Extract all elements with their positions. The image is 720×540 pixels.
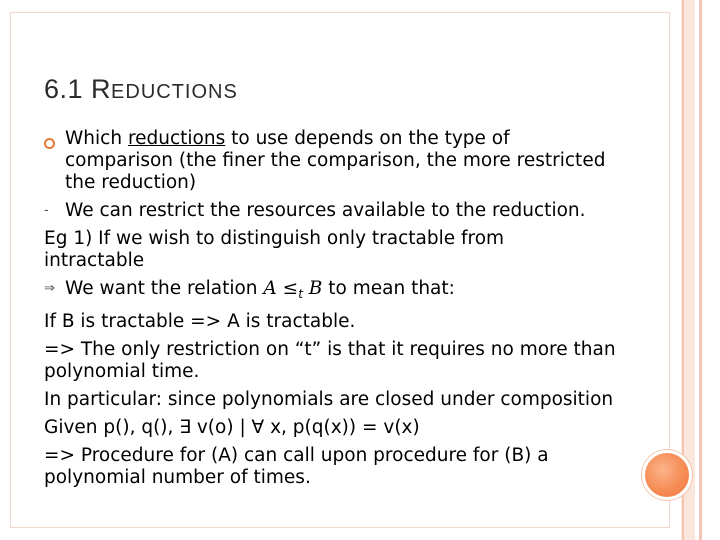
- procedure-line1: => Procedure for (A) can call upon procedure for (B) a: [44, 445, 549, 466]
- math-le: ≤: [276, 278, 299, 299]
- bullet-reductions-line3: the reduction): [65, 172, 197, 193]
- example-paragraph: [44, 228, 634, 272]
- dash-bullet-icon: -: [44, 203, 49, 218]
- example-line2: intractable: [44, 250, 145, 271]
- restriction-line2: polynomial time.: [44, 361, 200, 382]
- slide-body: [44, 128, 634, 495]
- reductions-link[interactable]: reductions: [127, 128, 226, 149]
- bullet-relation: [44, 278, 634, 305]
- restriction-paragraph: [44, 339, 634, 383]
- bullet-reductions-line2: comparison (the finer the comparison, the more restricted: [65, 150, 606, 171]
- particular-line: In particular: since polynomials are closed under composition: [44, 389, 614, 410]
- bullet-reductions: [44, 128, 634, 194]
- decorative-orange-circle: [642, 450, 692, 500]
- math-sub-t: t: [298, 287, 303, 301]
- relation-text: We want the relation $A \le_t$ B to mean that:: [65, 278, 455, 301]
- math-a: A: [263, 278, 277, 299]
- procedure-line2: polynomial number of times.: [44, 467, 311, 488]
- bullet-restrict-text: We can restrict the resources available to the reduction.: [65, 200, 586, 221]
- circle-bullet-icon: [44, 138, 55, 149]
- restriction-line1: => The only restriction on “t” is that it requires no more than: [44, 339, 616, 360]
- given-line: Given p(), q(), ∃ v(o) | ∀ x, p(q(x)) = v(x): [44, 417, 420, 438]
- bullet-restrict: [44, 200, 634, 222]
- implies-arrow-icon: ⇒: [44, 281, 55, 296]
- example-line1: Eg 1) If we wish to distinguish only tractable from: [44, 228, 505, 249]
- bullet-reductions-line1: Which reductions to use depends on the type of: [65, 128, 510, 149]
- decorative-side-stripe-outer: [699, 0, 702, 540]
- math-b: B: [302, 278, 323, 299]
- procedure-paragraph: [44, 445, 634, 489]
- title-number: 6.1 R: [44, 74, 112, 104]
- title-rest: EDUCTIONS: [111, 81, 238, 103]
- slide-title: [44, 74, 238, 105]
- tractable-line: If B is tractable => A is tractable.: [44, 311, 356, 332]
